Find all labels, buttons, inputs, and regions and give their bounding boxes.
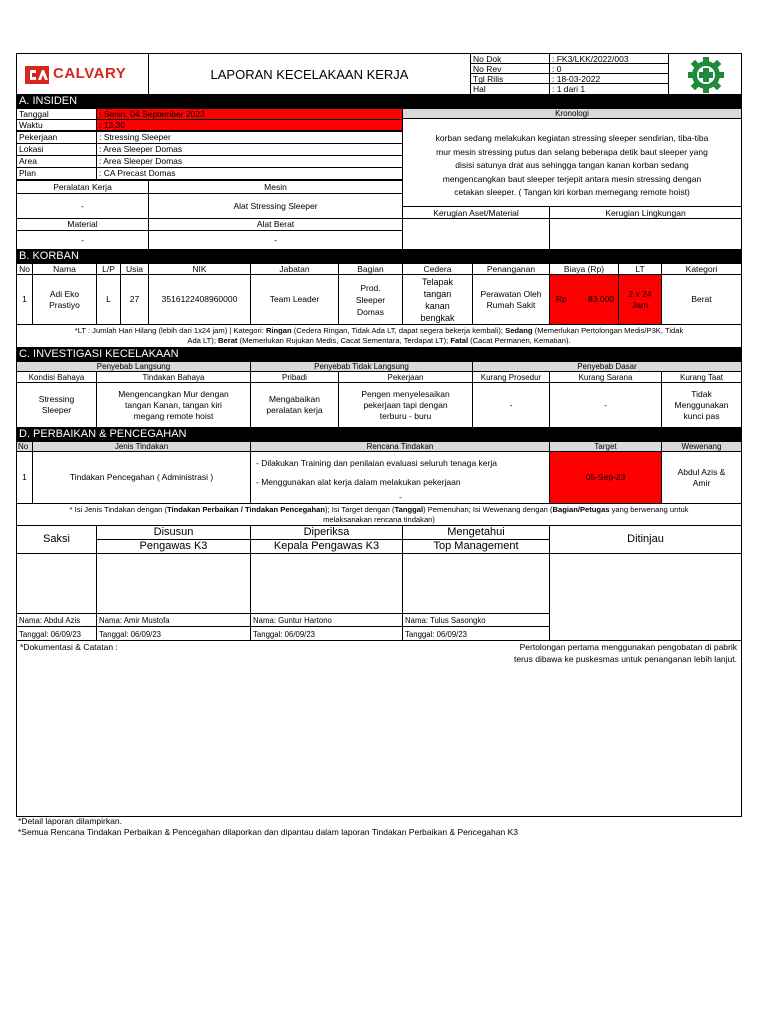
dokumentasi-label: *Dokumentasi & Catatan : (20, 642, 118, 652)
dokumentasi-note: Pertolongan pertama menggunakan pengobatan di pabrik (519, 642, 737, 652)
pribadi-line: peralatan kerja (266, 405, 323, 415)
signer-date: Tanggal: 06/09/23 (16, 626, 97, 641)
k3-gear-icon (683, 56, 729, 94)
korban-penanganan-line: Rumah Sakit (486, 299, 536, 310)
report-title: LAPORAN KECELAKAAN KERJA (210, 67, 409, 82)
field-value: : Stressing Sleeper (96, 131, 403, 144)
kronologi-line: mur mesin stressing putus dan selang beberapa detik baut sleeper yang (436, 146, 708, 157)
perbaikan-wewenang (661, 451, 742, 504)
note-bold: Bagian/Petugas (552, 505, 610, 514)
wewenang-line: Abdul Azis & (677, 466, 726, 477)
alat-berat-label: Alat Berat (148, 218, 403, 231)
kurang-prosedur: - (472, 382, 550, 428)
tindakan-line: tangan Kanan, tangan kiri (125, 399, 222, 410)
korban-kategori: Berat (661, 274, 742, 325)
perbaikan-header: Wewenang (661, 441, 742, 452)
note-bold: Fatal (450, 336, 469, 345)
kurang-taat-line: Menggunakan (674, 399, 729, 410)
korban-nik: 3516122408960000 (148, 274, 251, 325)
kronologi-line: disisi satunya drat aus sehingga tangan kanan korban sedang (455, 160, 689, 170)
korban-penanganan-line: Perawatan Oleh (480, 288, 542, 299)
field-label: Plan (16, 167, 97, 180)
meta-value: : 18-03-2022 (549, 73, 669, 84)
sub-header: Kurang Sarana (549, 371, 662, 383)
diperiksa-label: Diperiksa (250, 525, 403, 540)
korban-header: NIK (148, 263, 251, 275)
perbaikan-header: Target (549, 441, 662, 452)
korban-biaya-value: 83.000 (588, 294, 614, 304)
footer-notes (16, 816, 742, 838)
mesin-value: Alat Stressing Sleeper (148, 193, 403, 219)
field-label: Area (16, 155, 97, 168)
kronologi-line: cetakan sleeper. ( Tangan kiri korban memegang remote hoist) (454, 187, 690, 197)
korban-nama-line: Adi Eko (49, 288, 80, 299)
tindakan-bahaya (96, 382, 251, 428)
signer-date: Tanggal: 06/09/23 (250, 626, 403, 641)
korban-cedera-line: kanan (425, 300, 450, 311)
field-label: Lokasi (16, 143, 97, 156)
field-value: : Area Sleeper Domas (96, 143, 403, 156)
signature-box (16, 553, 97, 614)
ditinjau-label: Ditinjau (549, 525, 742, 554)
signature-box (402, 553, 550, 614)
korban-cedera-line: tangan (423, 288, 452, 299)
peralatan-label: Peralatan Kerja (16, 180, 149, 194)
dokumentasi-note: terus dibawa ke puskesmas untuk penanganan lebih lanjut. (513, 654, 737, 664)
perbaikan-header: Rencana Tindakan (250, 441, 550, 452)
field-label: Pekerjaan (16, 131, 97, 144)
section-perbaikan-title: D. PERBAIKAN & PENCEGAHAN (16, 428, 742, 442)
section-korban-title: B. KORBAN (16, 250, 742, 264)
meta-label: No Dok (470, 53, 550, 64)
sub-header: Pekerjaan (338, 371, 473, 383)
doc-meta (470, 53, 669, 95)
note-bold: Tanggal (394, 505, 424, 514)
korban-bagian (338, 274, 403, 325)
korban-lt (618, 274, 662, 325)
kondisi-bahaya (16, 382, 97, 428)
material-label: Material (16, 218, 149, 231)
meta-label: Tgl Rilis (470, 73, 550, 84)
sub-header: Kondisi Bahaya (16, 371, 97, 383)
note-text: melaksanakan rencana tindakan) (323, 515, 435, 524)
kurang-taat-line: kunci pas (683, 410, 720, 421)
section-insiden-title: A. INSIDEN (16, 95, 742, 109)
meta-value: : 0 (549, 63, 669, 74)
logo-text: CALVARY (53, 65, 127, 82)
mesin-label: Mesin (148, 180, 403, 194)
meta-value: : FK3/LKK/2022/003 (549, 53, 669, 64)
kronologi-line: mengencangkan baut sleeper terjepit antara mesin stressing dengan (442, 173, 702, 184)
note-text: (Memerlukan Rujukan Medis, Cacat Sementara, Terdapat LT); (237, 336, 451, 345)
perbaikan-rencana (250, 451, 550, 504)
signature-box (250, 553, 403, 614)
signature-box (96, 553, 251, 614)
logo-cell (16, 53, 149, 95)
field-value-waktu: : 13.30 (96, 119, 403, 131)
report-title-cell (148, 53, 471, 95)
sub-header: Pribadi (250, 371, 339, 383)
korban-header: Bagian (338, 263, 403, 275)
field-value: : Area Sleeper Domas (96, 155, 403, 168)
kronologi-label: Kronologi (402, 108, 742, 119)
tindakan-line: Mengencangkan Mur dengan (118, 388, 229, 399)
group-header: Penyebab Langsung (16, 361, 251, 372)
kondisi-line: Sleeper (41, 405, 72, 415)
korban-biaya-prefix: Rp (556, 294, 567, 304)
meta-value: : 1 dari 1 (549, 83, 669, 95)
sub-header: Kurang Taat (661, 371, 742, 383)
note-bold: Berat (218, 336, 238, 345)
kepala-label: Kepala Pengawas K3 (250, 539, 403, 554)
saksi-label: Saksi (16, 525, 97, 554)
alat-berat-value: - (148, 230, 403, 250)
korban-nama (32, 274, 97, 325)
pekerjaan-line: terburu - buru (379, 410, 432, 421)
pengawas-label: Pengawas K3 (96, 539, 251, 554)
peralatan-value: - (16, 193, 149, 219)
korban-bagian-line: Domas (357, 306, 384, 317)
korban-header: Usia (120, 263, 149, 275)
korban-usia: 27 (120, 274, 149, 325)
korban-lt-line: 2 x 24 (628, 288, 652, 299)
korban-header: Penanganan (472, 263, 550, 275)
kurang-taat-line: Tidak (691, 388, 712, 399)
disusun-label: Disusun (96, 525, 251, 540)
pribadi-line: Mengabaikan (268, 394, 321, 404)
section-investigasi-title: C. INVESTIGASI KECELAKAAN (16, 348, 742, 362)
signer-date: Tanggal: 06/09/23 (96, 626, 251, 641)
pribadi (250, 382, 339, 428)
material-value: - (16, 230, 149, 250)
note-bold: Tindakan Perbaikan / Tindakan Pencegahan (167, 505, 326, 514)
ditinjau-box (549, 553, 742, 641)
kronologi-box (402, 118, 742, 207)
korban-cedera (402, 274, 473, 325)
signer-date: Tanggal: 06/09/23 (402, 626, 550, 641)
kerugian-lingkungan-value (549, 218, 742, 250)
perbaikan-header: Jenis Tindakan (32, 441, 251, 452)
sub-header: Kurang Prosedur (472, 371, 550, 383)
note-bold: Sedang (505, 326, 533, 335)
korban-lp: L (96, 274, 121, 325)
korban-header: LT (618, 263, 662, 275)
note-text: * Isi Jenis Tindakan dengan ( (69, 505, 168, 514)
note-text: (Cacat Permanen, Kematian). (468, 336, 571, 345)
korban-lt-line: Jam (631, 299, 649, 310)
kerugian-aset-label: Kerugian Aset/Material (402, 206, 550, 219)
note-text: ) Pemenuhan; Isi Wewenang dengan ( (423, 505, 553, 514)
perbaikan-no: 1 (16, 451, 33, 504)
note-text: Ada LT); (187, 336, 219, 345)
kronologi-line: korban sedang melakukan kegiatan stressing sleeper sendirian, tiba-tiba (435, 133, 709, 143)
wewenang-line: Amir (692, 477, 711, 488)
korban-header: Nama (32, 263, 97, 275)
group-header: Penyebab Dasar (472, 361, 742, 372)
signer-name: Nama: Abdul Azis (16, 613, 97, 627)
korban-header: Jabatan (250, 263, 339, 275)
footer-line: *Detail laporan dilampirkan. (18, 816, 122, 826)
field-value-tanggal: : Senin, 04 September 2023 (96, 108, 403, 120)
signer-name: Nama: Guntur Hartono (250, 613, 403, 627)
pekerjaan (338, 382, 473, 428)
korban-cedera-line: Telapak (421, 276, 454, 287)
korban-bagian-line: Sleeper (355, 294, 386, 305)
perbaikan-note (16, 503, 742, 526)
kurang-sarana: - (549, 382, 662, 428)
perbaikan-jenis: Tindakan Pencegahan ( Administrasi ) (32, 451, 251, 504)
korban-note (16, 324, 742, 348)
kerugian-lingkungan-label: Kerugian Lingkungan (549, 206, 742, 219)
kurang-taat (661, 382, 742, 428)
korban-no: 1 (16, 274, 33, 325)
group-header: Penyebab Tidak Langsung (250, 361, 473, 372)
kondisi-line: Stressing (38, 394, 75, 404)
note-text: ); Isi Target dengan ( (325, 505, 395, 514)
pekerjaan-line: Pengen menyelesaikan (361, 388, 450, 399)
korban-bagian-line: Prod. (360, 282, 381, 293)
korban-header: Biaya (Rp) (549, 263, 619, 275)
korban-header: Kategori (661, 263, 742, 275)
signer-name: Nama: Tulus Sasongko (402, 613, 550, 627)
rencana-line: - Menggunakan alat kerja dalam melakukan pekerjaan (256, 477, 461, 487)
perbaikan-header: No (16, 441, 33, 452)
dokumentasi-box (16, 640, 742, 817)
k3-logo-cell (668, 53, 742, 95)
note-text: (Memerlukan Pertolongan Medis/P3K, Tidak (532, 326, 684, 335)
perbaikan-target: 05-Sep-23 (549, 451, 662, 504)
korban-penanganan (472, 274, 550, 325)
mengetahui-label: Mengetahui (402, 525, 550, 540)
calvary-logo-icon (25, 66, 49, 84)
footer-line: *Semua Rencana Tindakan Perbaikan & Pencegahan dilaporkan dan dipantau dalam laporan Tindakan Perbaikan & Pencegahan K3 (18, 826, 518, 837)
field-value: : CA Precast Domas (96, 167, 403, 180)
korban-header: L/P (96, 263, 121, 275)
pekerjaan-line: pekerjaan tapi dengan (363, 399, 448, 410)
korban-header: Cedera (402, 263, 473, 275)
meta-label: Hal (470, 83, 550, 95)
note-bold: Ringan (265, 326, 292, 335)
top-management-label: Top Management (402, 539, 550, 554)
korban-jabatan: Team Leader (250, 274, 339, 325)
field-label: Waktu (16, 119, 97, 131)
note-text: (Cedera Ringan, Tidak Ada LT, dapat segera bekerja kembali); (291, 326, 506, 335)
kerugian-aset-value (402, 218, 550, 250)
korban-header: No (16, 263, 33, 275)
korban-biaya (549, 274, 619, 325)
meta-label: No Rev (470, 63, 550, 74)
signer-name: Nama: Amir Mustofa (96, 613, 251, 627)
rencana-line: - Dilakukan Training dan penilaian evaluasi seluruh tenaga kerja (256, 458, 497, 468)
note-text: yang berwenang untuk (609, 505, 689, 514)
korban-nama-line: Prastiyo (49, 299, 80, 310)
sub-header: Tindakan Bahaya (96, 371, 251, 383)
note-text: *LT : Jumlah Hari Hilang (lebih dari 1x24 jam) | Kategori: (74, 326, 266, 335)
field-label: Tanggal (16, 108, 97, 120)
tindakan-line: megang remote hoist (133, 410, 214, 421)
korban-cedera-line: bengkak (420, 312, 455, 323)
rencana-line: - (399, 492, 402, 502)
